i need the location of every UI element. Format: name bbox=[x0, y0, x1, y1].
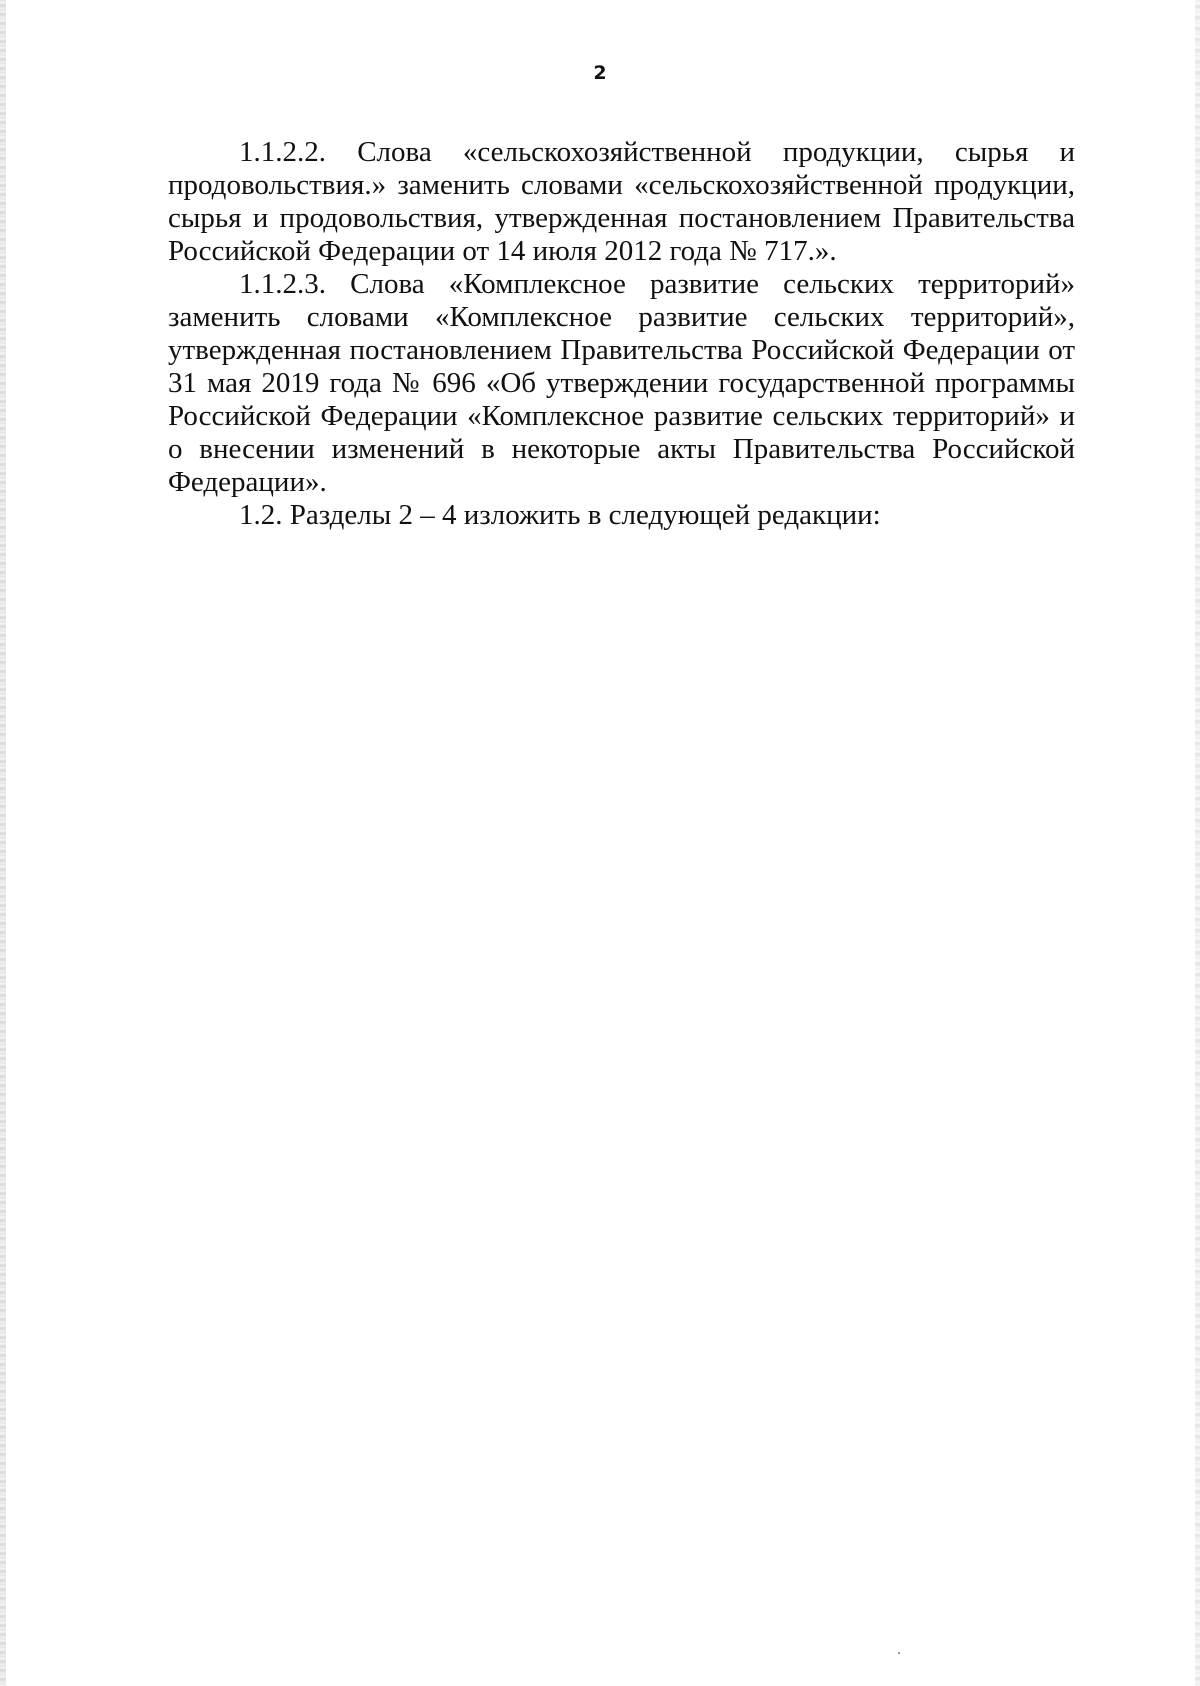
scan-speck bbox=[898, 1652, 900, 1654]
paragraph-1-2: 1.2. Разделы 2 – 4 изложить в следующей редакции: bbox=[239, 499, 881, 531]
page-number: 2 bbox=[593, 62, 607, 84]
paragraph-1-1-2-2: 1.1.2.2. Слова «сельскохозяйственной продукции, сырья и продовольствия.» заменить словами «сельскохозяйственной продукции, сырья и продовольствия, утвержденная постановлением Правительства Российской Федерации от 14 июля 2012 года № 717.». bbox=[168, 136, 1075, 267]
paragraph-1-1-2-3: 1.1.2.3. Слова «Комплексное развитие сельских территорий» заменить словами «Комплексное развитие сельских территорий», утвержденная постановлением Правительства Российской Федерации от 31 мая 2019 года № 696 «Об утверждении государственной программы Российской Федерации «Комплексное развитие сельских территорий» и о внесении изменений в некоторые акты Правительства Российской Федерации». bbox=[168, 268, 1075, 498]
document-body bbox=[168, 136, 1075, 532]
scan-edge-right bbox=[1195, 0, 1200, 1686]
scan-edge-left bbox=[0, 0, 6, 1686]
